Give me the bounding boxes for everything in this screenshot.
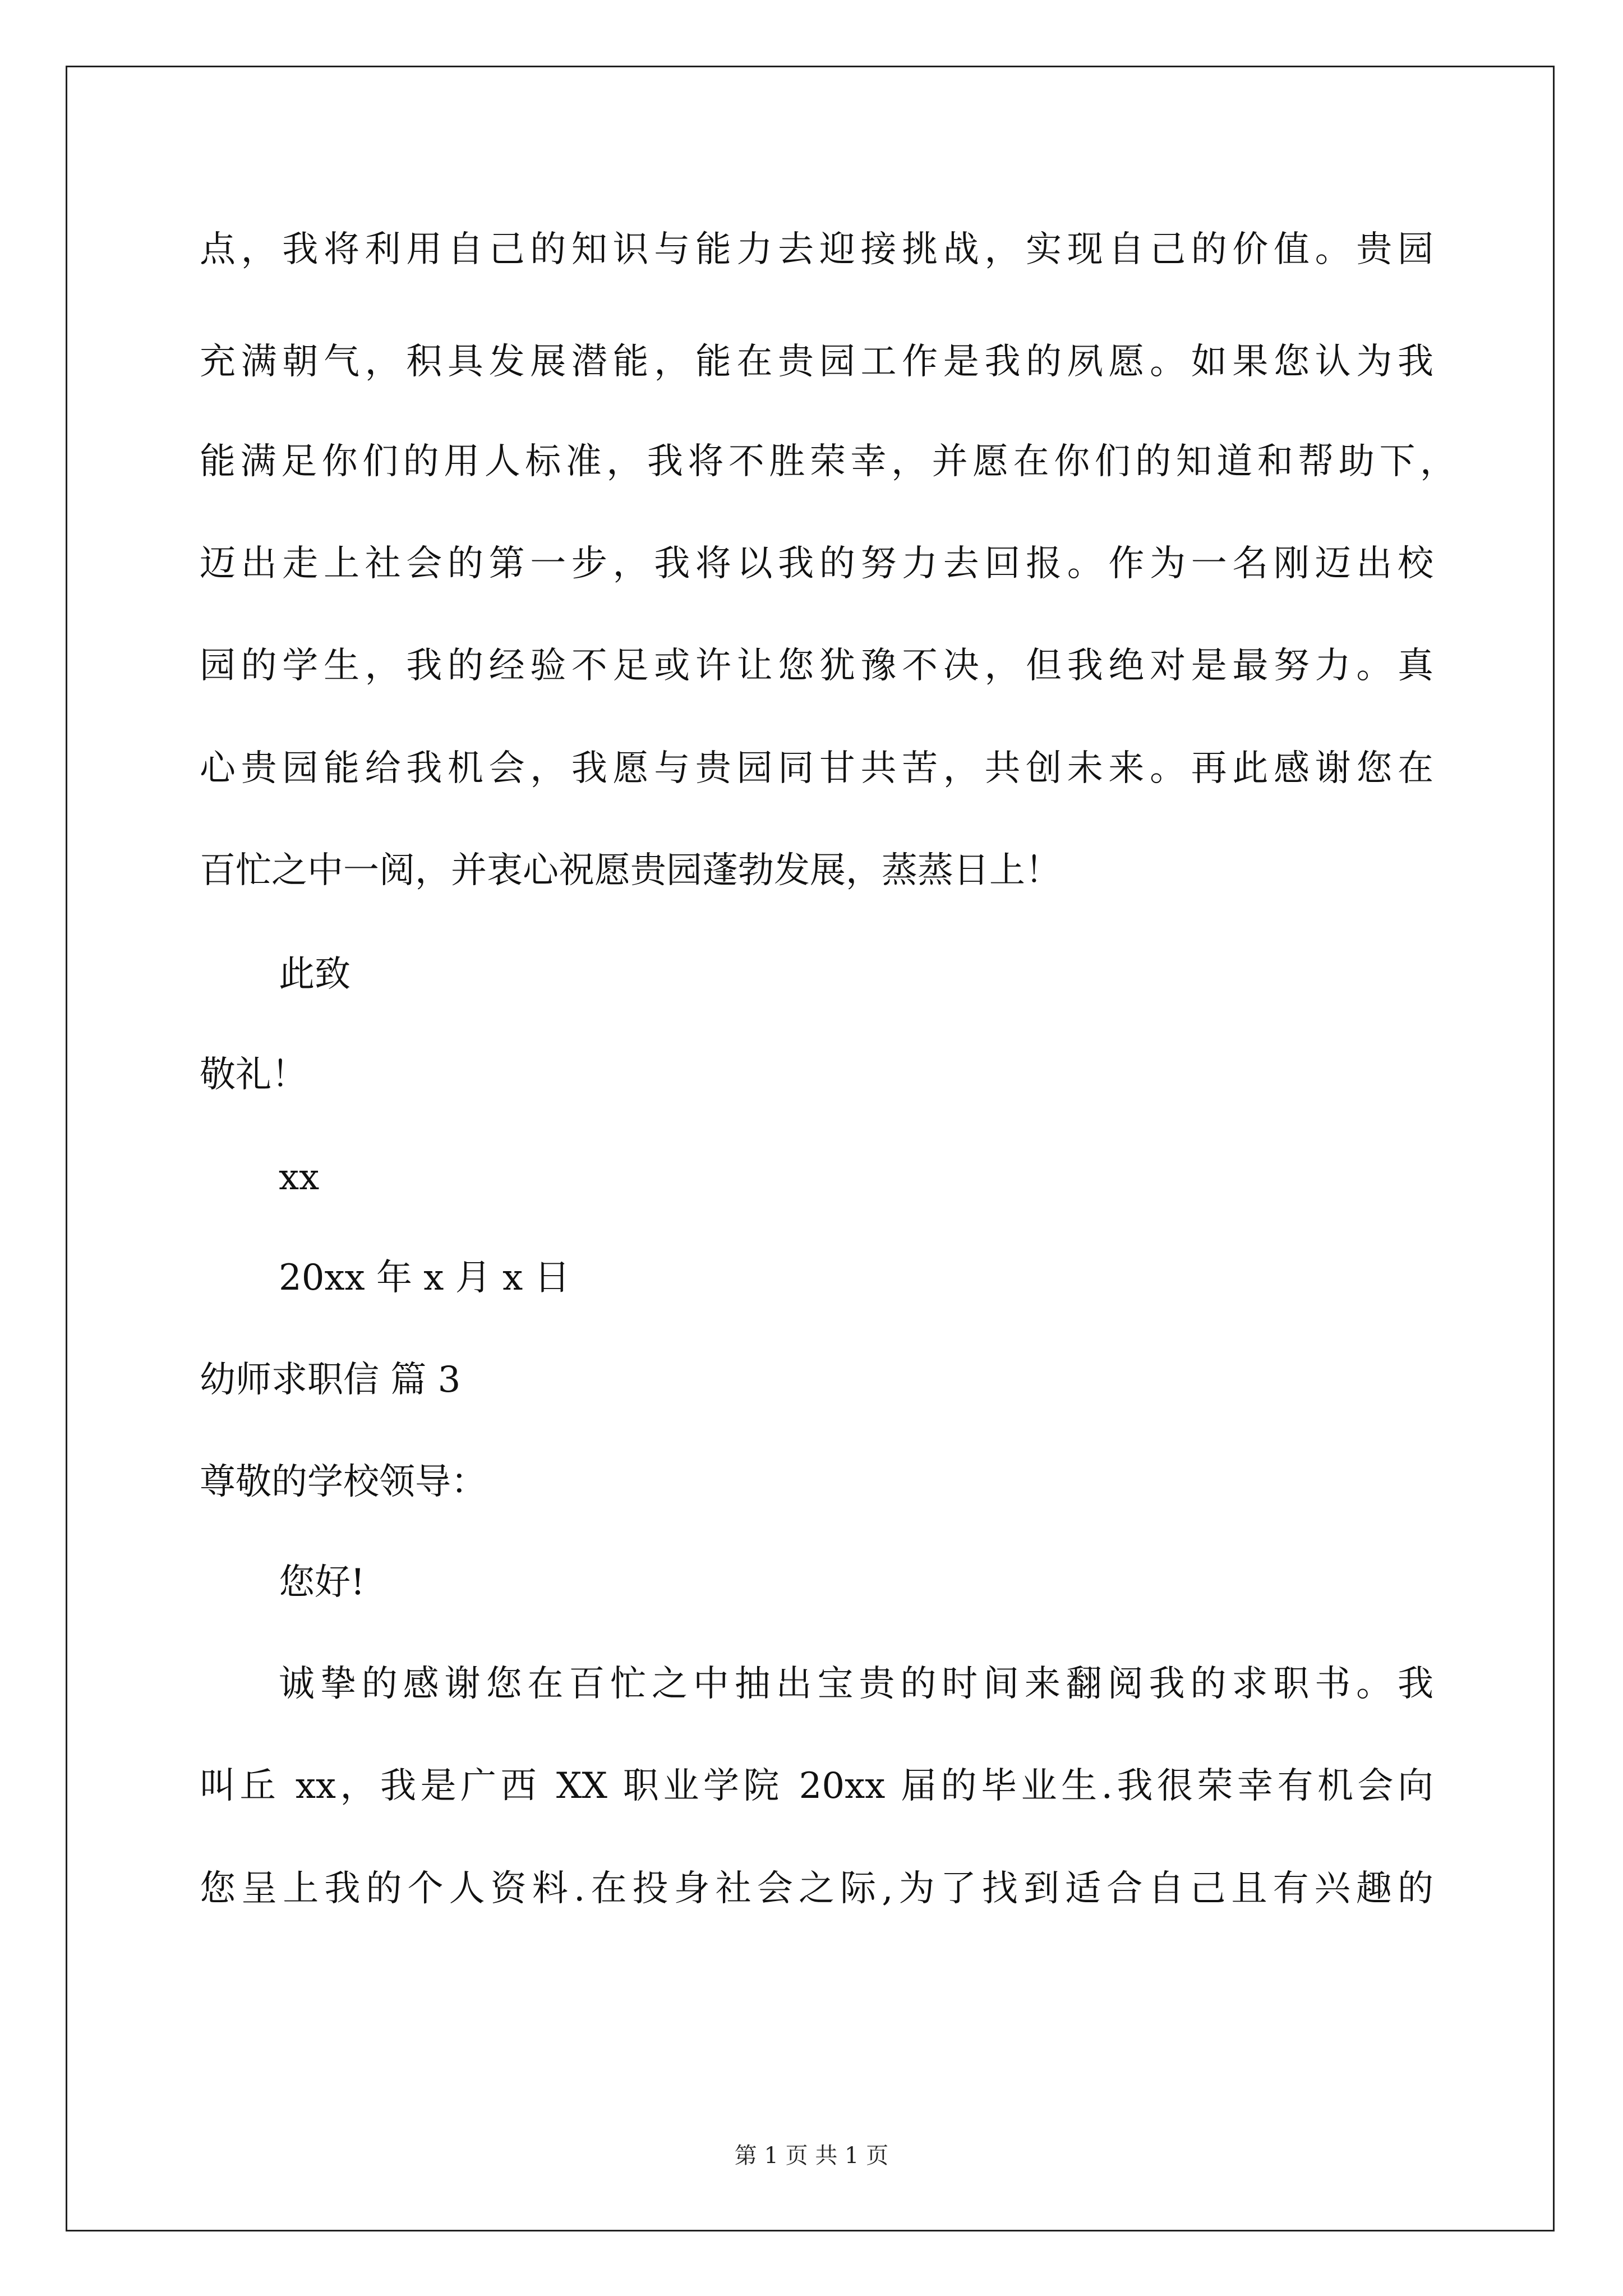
body-line-3: 能满足你们的用人标准，我将不胜荣幸，并愿在你们的知道和帮助下， bbox=[200, 441, 1456, 482]
closing-cizhi: 此致 bbox=[279, 954, 351, 995]
closing-jingli: 敬礼！ bbox=[200, 1054, 307, 1096]
section-title: 幼师求职信 篇 3 bbox=[200, 1359, 461, 1401]
para2-line-1: 诚挚的感谢您在百忙之中抽出宝贵的时间来翻阅我的求职书。我 bbox=[279, 1663, 1433, 1705]
body-line-5: 园的学生，我的经验不足或许让您犹豫不决，但我绝对是最努力。真 bbox=[200, 645, 1433, 687]
date: 20xx 年 x 月 x 日 bbox=[279, 1257, 570, 1299]
para2-line-3: 您呈上我的个人资料.在投身社会之际,为了找到适合自己且有兴趣的 bbox=[200, 1868, 1433, 1910]
body-line-4: 迈出走上社会的第一步，我将以我的努力去回报。作为一名刚迈出校 bbox=[200, 543, 1433, 585]
body-line-1: 点，我将利用自己的知识与能力去迎接挑战，实现自己的价值。贵园 bbox=[200, 229, 1433, 270]
signature: xx bbox=[279, 1157, 320, 1198]
body-line-6: 心贵园能给我机会，我愿与贵园同甘共苦，共创未来。再此感谢您在 bbox=[200, 748, 1433, 789]
salutation: 尊敬的学校领导： bbox=[200, 1461, 487, 1503]
page-footer: 第 1 页 共 1 页 bbox=[734, 2143, 889, 2169]
greeting: 您好! bbox=[279, 1562, 365, 1603]
body-line-2: 充满朝气，积具发展潜能，能在贵园工作是我的夙愿。如果您认为我 bbox=[200, 341, 1433, 383]
para2-line-2: 叫丘 xx，我是广西 XX 职业学院 20xx 届的毕业生.我很荣幸有机会向 bbox=[200, 1765, 1433, 1807]
body-line-7: 百忙之中一阅，并衷心祝愿贵园蓬勃发展，蒸蒸日上！ bbox=[200, 850, 1061, 891]
